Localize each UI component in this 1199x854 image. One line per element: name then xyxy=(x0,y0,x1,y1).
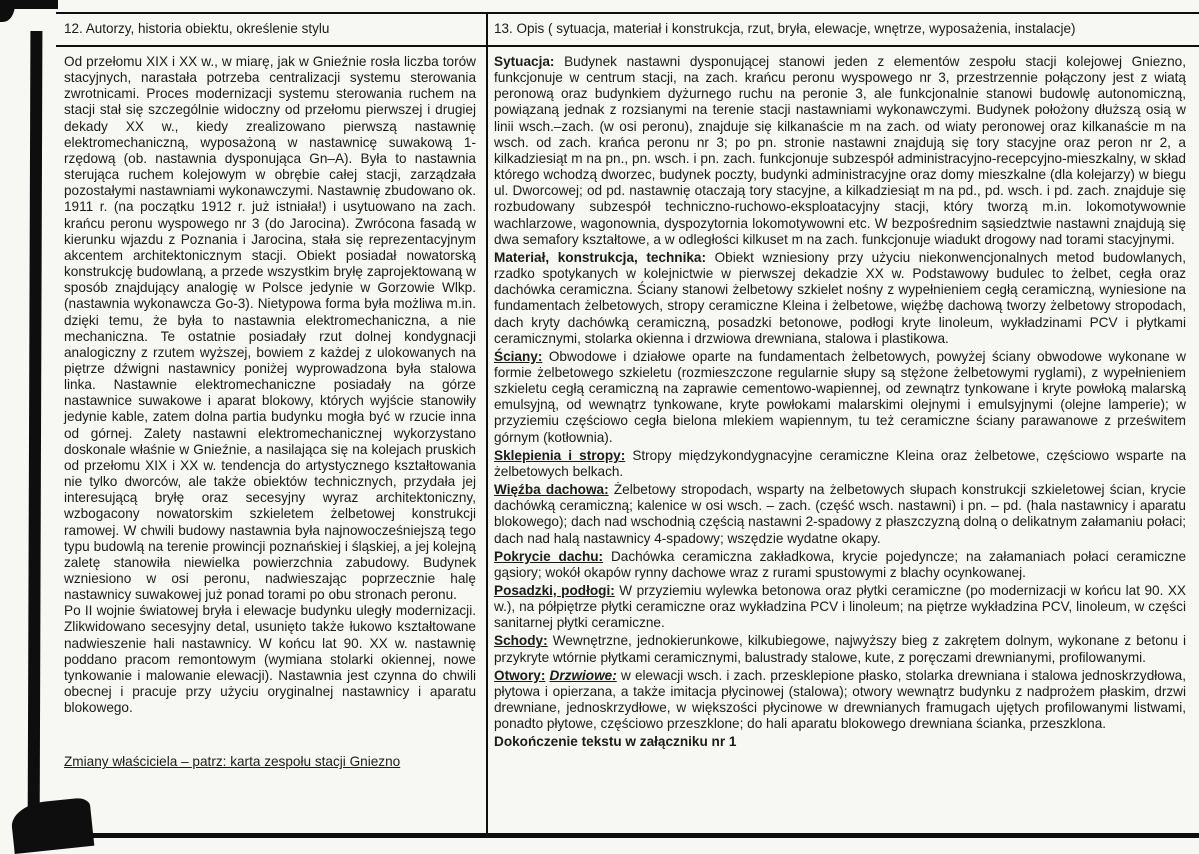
section-text: w elewacji wsch. i zach. przesklepione płasko, stolarka drewniana i stalowa jednoskrzydłowa, płytowa i opierzana, a także imitacja płycinowej (stalowa); otwory wewnątrz budynku z nadprożem płaskim, drzwi drewniane, jednoskrzydłowe, w większości płycinowe w drewnianych framugach ujętych profilowanymi listwami, ponadto płytowe, częściowo przeszklone; do hali aparatu blokowego drewniana ścianka, przeszklona. xyxy=(494,667,1186,732)
section-text: Zmiany właściciela – patrz: karta zespołu stacji Gniezno xyxy=(64,754,401,770)
paragraph xyxy=(494,549,1186,581)
paragraph xyxy=(494,633,1186,665)
paragraph xyxy=(494,250,1186,347)
section-text: Budynek nastawni dysponującej stanowi jeden z elementów zespołu stacji kolejowej Gniezno, funkcjonuje w centrum stacji, na zach. krańcu peronu wyspowego nr 3, przestrzennie połączony jest z wiatą peronową oraz budynkiem dyżurnego ruchu na peronie 3, ale funkcjonalnie stanowi budowlę autonomiczną, powiązaną jednak z rozsianymi na terenie stacji nastawniami wykonawczymi. Budynek położony dłuższą osią w linii wsch.–zach. (w osi peronu), znajduje się kilkanaście m na zach. od wiaty peronowej oraz kilkanaście m na wsch. od zach. krańca peronu nr 3; po pn. stronie nastawni znajdują się tory stacyjne oraz peron nr 2, a kilkadziesiąt m na pn., pn. wsch. i pn. zach. funkcjonuje subzespół administracyjno-recepcyjno-mieszkalny, w skład którego wchodzą dworzec, budynek poczty, budynki administracyjne oraz domy mieszkalne (dla kolejarzy) w biegu ul. Dworcowej; od pd. nastawnię otaczają tory stacyjne, a kilkadziesiąt m na pd., pd. wsch. i pd. zach. znajduje się rozbudowany subzespół techniczno-ruchowo-eksploatacyjny stacji, który tworzą m.in. lokomotywownie wachlarzowe, wagonownia, dyspozytornia lokomotywowni etc. W bezpośrednim sąsiedztwie nastawni znajdują się dwa semafory kształtowe, a w odległości kilkuset m na zach. funkcjonuje wiadukt drogowy nad torami stacyjnymi. xyxy=(494,54,1186,247)
section-text: Stropy międzykondygnacyjne ceramiczne Kleina oraz żelbetowe, częściowo wsparte na żelbetowych belkach. xyxy=(494,447,1187,479)
table-bottom-border xyxy=(84,833,1199,838)
left-column-text xyxy=(64,54,476,771)
section-label: Więźba dachowa: xyxy=(494,482,609,498)
header-row-border xyxy=(56,45,1199,47)
paragraph xyxy=(494,349,1186,446)
paragraph xyxy=(494,668,1186,733)
section-text: W przyziemiu wylewka betonowa oraz płytki ceramiczne (po modernizacji w końcu lat 90. XX w.), na półpiętrze płytki ceramiczne oraz wykładzina PCV i linoleum; na piętrze wykładzina PCV, linoleum, w części sanitarnej płytki ceramiczne. xyxy=(494,583,1186,631)
section-text: Wewnętrzne, jednokierunkowe, kilkubiegowe, najwyższy bieg z zakrętem dolnym, wykonane z betonu i przykryte wtórnie płytkami ceramicznymi, balustrady stalowe, kute, z poręczami drewnianymi, profilowanymi. xyxy=(494,633,1187,665)
paragraph xyxy=(494,482,1186,547)
paragraph xyxy=(494,54,1186,248)
section-text: Po II wojnie światowej bryła i elewacje budynku uległy modernizacji. Zlikwidowano secesyjny detal, usunięto także łukowo kształtowane nadwieszenie hali nastawnicy. W końcu lat 90. XX w. nastawnię poddano pracom remontowym (wymiana stolarki okiennej, nowe tynkowanie i malowanie elewacji). Nastawnia jest czynna do chwili obecnej i pracuje przy użyciu oryginalnej nastawnicy i aparatu blokowego. xyxy=(64,603,476,716)
section-label: Dokończenie tekstu w załączniku nr 1 xyxy=(494,734,737,750)
paragraph xyxy=(64,54,476,603)
section-text: Dachówka ceramiczna zakładkowa, krycie pojedyncze; na załamaniach połaci ceramiczne gąsiory; wokół okapów rynny dachowe wraz z rurami spustowymi z blachy ocynkowanej. xyxy=(494,548,1187,580)
section-label: Ściany: xyxy=(494,348,543,364)
section-label: Pokrycie dachu: xyxy=(494,548,604,564)
section-label: Posadzki, podłogi: xyxy=(494,583,615,598)
left-column-header: 12. Autorzy, historia obiektu, określenie stylu xyxy=(64,21,330,36)
column-divider-line xyxy=(486,12,488,835)
scan-top-left-wedge xyxy=(0,0,15,22)
right-column-text xyxy=(494,54,1186,753)
table-top-border xyxy=(56,12,1199,14)
paragraph xyxy=(494,734,1186,750)
section-label: Materiał, konstrukcja, technika: xyxy=(494,249,707,265)
section-label: Otwory: xyxy=(494,667,546,683)
paragraph xyxy=(64,754,476,770)
section-text: Żelbetowy stropodach, wsparty na żelbetowych słupach konstrukcji szkieletowej ścian, krycie dachówką ceramiczną; kalenice w osi wsch. – zach. (część wsch. nastawni) i pn. – pd. (hala nastawnicy i aparatu blokowego); dach nad wschodnią częścią nastawni 2-spadowy z płaszczyzną dolną o delikatnym załamaniu połaci; dach nad halą nastawnicy 4-spadowy; wszędzie wydatne okapy. xyxy=(494,482,1186,546)
section-label: Sytuacja: xyxy=(494,54,555,69)
section-label: Schody: xyxy=(494,633,548,649)
section-text: Obwodowe i działowe oparte na fundamentach żelbetowych, powyżej ściany obwodowe wykonane w formie żelbetowego szkieletu (rozmieszczone regularnie słupy są stężone żelbetowymi ryglami), z wypełnieniem szkieletu cegłą ceramiczną na zaprawie cementowo-wapiennej, od zewnątrz tynkowane i kryte powłoką malarską emulsyjną, od wewnątrz tynkowane, kryte powłokami malarskimi olejnymi i emulsyjnymi (olejne lamperie); w przyziemiu częściowo cegła bielona mlekiem wapiennym, tu też ceramiczne ściany parawanowe z prześwitem górnym (kotłownia). xyxy=(494,348,1187,445)
paragraph xyxy=(494,583,1186,631)
paragraph xyxy=(494,448,1186,480)
right-column-header: 13. Opis ( sytuacja, materiał i konstrukcja, rzut, bryła, elewacje, wnętrze, wyposażenia, instalacje) xyxy=(494,21,1076,36)
paragraph xyxy=(64,603,476,716)
section-sublabel: Drzwiowe: xyxy=(549,667,617,683)
scan-bottom-left-artifact xyxy=(10,797,95,854)
section-label: Sklepienia i stropy: xyxy=(494,447,626,463)
section-text: Obiekt wzniesiony przy użyciu niekonwencjonalnych metod budowlanych, rzadko spotykanych w kolejnictwie w pierwszej dekadzie XX w. Podstawowy budulec to żelbet, cegła oraz dachówka ceramiczna. Ściany stanowi żelbetowy szkielet nośny z wypełnieniem cegłą ceramiczną, wyniesione na fundamentach żelbetowych, stropy ceramiczne Kleina i żelbetowe, więźbę dachową tworzy żelbetowy stropodach, dach kryty dachówką ceramiczną, posadzki betonowe, podłogi kryte linoleum, wykładzinami PCV i płytkami ceramicznymi, stolarka okienna i drzwiowa drewniana, stalowa i plastikowa. xyxy=(494,249,1186,346)
scan-left-edge-bar xyxy=(28,31,43,850)
section-text: Od przełomu XIX i XX w., w miarę, jak w Gnieźnie rosła liczba torów stacyjnych, narastała potrzeba centralizacji systemu sterowania zwrotnicami. Proces modernizacji systemu sterowania ruchem na stacji stał się szczególnie widoczny od przełomu pierwszej i drugiej dekady XX w., kiedy zrealizowano pierwszą nastawnię elektromechaniczną, wyposażoną w nastawnicę suwakową 1-rzędową (ob. nastawnia dysponująca Gn–A). Była to nastawnia sterująca ruchem kolejowym w obrębie całej stacji, zarządzała pozostałymi nastawniami wykonawczymi. Nastawnię zbudowano ok. 1911 r. (na początku 1912 r. już istniała!) i usytuowano na zach. krańcu peronu wyspowego nr 3 (do Jarocina). Zwrócona fasadą w kierunku wjazdu z Poznania i Jarocina, stała się reprezentacyjnym akcentem architektonicznym stacji. Obiekt posiadał nowatorską konstrukcję budowlaną, a przede wszystkim bryłę zaprojektowaną w sposób znajdujący analogię w Polsce jedynie w Gorzowie Wlkp. (nastawnia wykonawcza Go-3). Nietypowa forma była możliwa m.in. dzięki temu, że była to nastawnia elektromechaniczna, a nie mechaniczna. Te ostatnie posiadały rzut dolnej kondygnacji analogiczny z rzutem wyższej, bowiem z każdej z ulokowanych na piętrze dźwigni nastawnicy poniżej wyprowadzona była stalowa linka. Nastawnie elektromechaniczne posiadały na górze nastawnice suwakowe i aparat blokowy, których wyjście stanowiły jedynie kable, zatem dolna partia budynku mogła być w rzucie inna od górnej. Zalety nastawni elektromechanicznej wykorzystano doskonale właśnie w Gnieźnie, a nasilająca się na kolejach pruskich od przełomu XIX i XX w. tendencja do artystycznego kształtowania nie tylko dworców, ale także obiektów technicznych, przydała jej interesującą bryłę oraz secesyjny wyraz architektoniczny, wzbogacony nowatorskim szkieletem żelbetowej konstrukcji ramowej. W chwili budowy nastawnia była najnowocześniejszą tego typu budowlą na terenie prowincji poznańskiej i śląskiej, a jej kolejną zaletę stanowiła niewielka powierzchnia zabudowy. Budynek wzniesiono w osi peronu, nadwieszając poprzecznie halę nastawnicy suwakowej już ponad torami po obu stronach peronu. xyxy=(64,54,476,603)
